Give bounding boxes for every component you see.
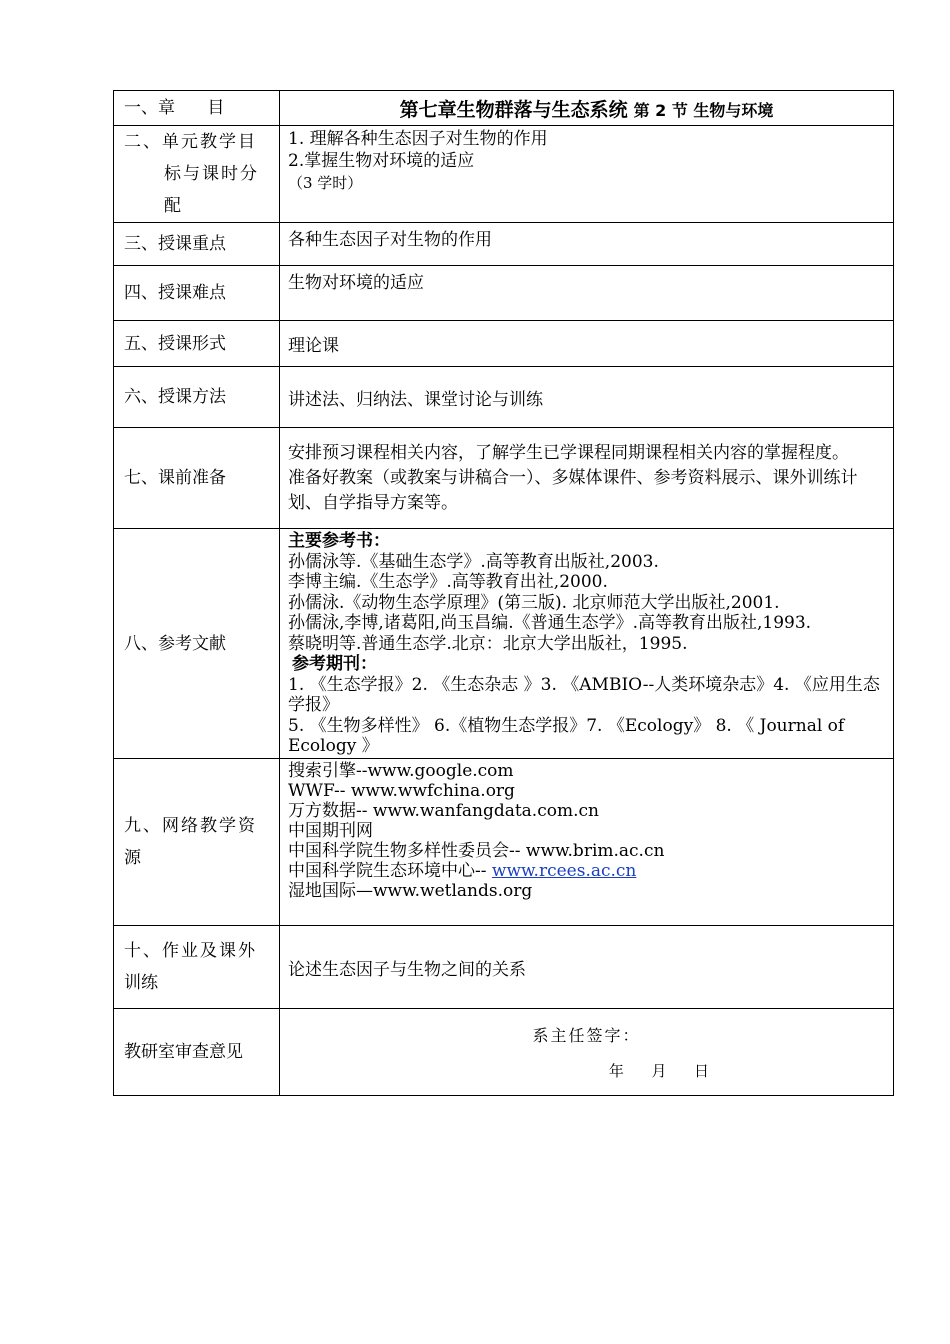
preparation-value — [280, 428, 894, 529]
references-value — [280, 529, 894, 759]
row-web-resources — [114, 759, 894, 926]
row-chapter — [114, 91, 894, 126]
label-review: 教研室审查意见 — [114, 1009, 280, 1096]
label-line: 配 — [164, 196, 181, 216]
chapter-title-main: 第七章生物群落与生态系统 — [399, 98, 628, 121]
row-review — [114, 1009, 894, 1096]
label-method: 六、授课方法 — [114, 367, 280, 428]
label-line: 二、单元教学目 — [124, 132, 257, 152]
label-line: 源 — [124, 848, 141, 868]
lesson-plan-table — [113, 90, 894, 1096]
journals-title: 参考期刊： — [292, 654, 377, 674]
resource-item: WWF-- www.wwfchina.org — [288, 781, 515, 801]
label-web-resources — [114, 759, 280, 926]
books-title: 主要参考书： — [288, 531, 390, 551]
row-focus — [114, 223, 894, 266]
resource-item: 湿地国际—www.wetlands.org — [288, 881, 533, 901]
rcees-link[interactable]: www.rcees.ac.cn — [491, 861, 637, 881]
label-chapter: 一、章 目 — [114, 91, 280, 126]
review-date: 年 月 日 — [608, 1062, 715, 1080]
form-value: 理论课 — [280, 321, 894, 367]
label-objectives — [114, 126, 280, 223]
label-references: 八、参考文献 — [114, 529, 280, 759]
label-difficulty: 四、授课难点 — [114, 266, 280, 321]
book-item: 孙儒泳等.《基础生态学》.高等教育出版社,2003. — [288, 551, 659, 572]
preparation-line: 准备好教案（或教案与讲稿合一）、多媒体课件、参考资料展示、课外训练计划、自学指导方案等。 — [288, 467, 858, 513]
label-homework — [114, 926, 280, 1009]
label-line: 训练 — [124, 973, 158, 993]
review-value — [280, 1009, 894, 1096]
label-line: 十、作业及课外 — [124, 941, 257, 961]
resource-item: 万方数据-- www.wanfangdata.com.cn — [288, 801, 599, 821]
label-focus: 三、授课重点 — [114, 223, 280, 266]
label-line: 标与课时分 — [164, 164, 259, 184]
journal-item: 1. 《生态学报》2. 《生态杂志 》3. 《AMBIO--人类环境杂志》4. 《应用生态学报》 — [288, 674, 880, 715]
objective-line: 2.掌握生物对环境的适应 — [288, 151, 475, 171]
chapter-title — [280, 91, 894, 126]
preparation-line: 安排预习课程相关内容，了解学生已学课程同期课程相关内容的掌握程度。 — [288, 442, 849, 463]
chapter-title-sub: 第 2 节 生物与环境 — [633, 100, 774, 120]
resource-item — [288, 861, 885, 881]
row-preparation — [114, 428, 894, 529]
row-form — [114, 321, 894, 367]
objective-hours: （3 学时） — [288, 174, 363, 192]
label-preparation: 七、课前准备 — [114, 428, 280, 529]
web-resources-value — [280, 759, 894, 926]
book-item: 孙儒泳.《动物生态学原理》(第三版). 北京师范大学出版社,2001. — [288, 592, 780, 613]
row-difficulty — [114, 266, 894, 321]
journal-item: 5. 《生物多样性》 6.《植物生态学报》7. 《Ecology》 8. 《 Journal of Ecology 》 — [288, 715, 845, 756]
director-signature-label: 系主任签字： — [532, 1026, 641, 1045]
method-value: 讲述法、归纳法、课堂讨论与训练 — [280, 367, 894, 428]
label-line: 九、网络教学资 — [124, 816, 257, 836]
objective-line: 1. 理解各种生态因子对生物的作用 — [288, 129, 548, 149]
homework-value: 论述生态因子与生物之间的关系 — [280, 926, 894, 1009]
row-references — [114, 529, 894, 759]
rcees-prefix: 中国科学院生态环境中心-- — [288, 861, 492, 881]
row-method — [114, 367, 894, 428]
difficulty-value: 生物对环境的适应 — [280, 266, 894, 321]
resource-item: 中国期刊网 — [288, 821, 373, 841]
resource-item: 中国科学院生物多样性委员会-- www.brim.ac.cn — [288, 841, 665, 861]
resource-item: 搜索引擎--www.google.com — [288, 761, 514, 781]
book-item: 蔡晓明等.普通生态学.北京：北京大学出版社，1995. — [288, 633, 688, 654]
book-item: 孙儒泳,李博,诸葛阳,尚玉昌编.《普通生态学》.高等教育出版社,1993. — [288, 613, 812, 633]
objectives-value — [280, 126, 894, 223]
label-form: 五、授课形式 — [114, 321, 280, 367]
row-objectives — [114, 126, 894, 223]
book-item: 李博主编.《生态学》.高等教育出社,2000. — [288, 572, 608, 592]
row-homework — [114, 926, 894, 1009]
focus-value: 各种生态因子对生物的作用 — [280, 223, 894, 266]
